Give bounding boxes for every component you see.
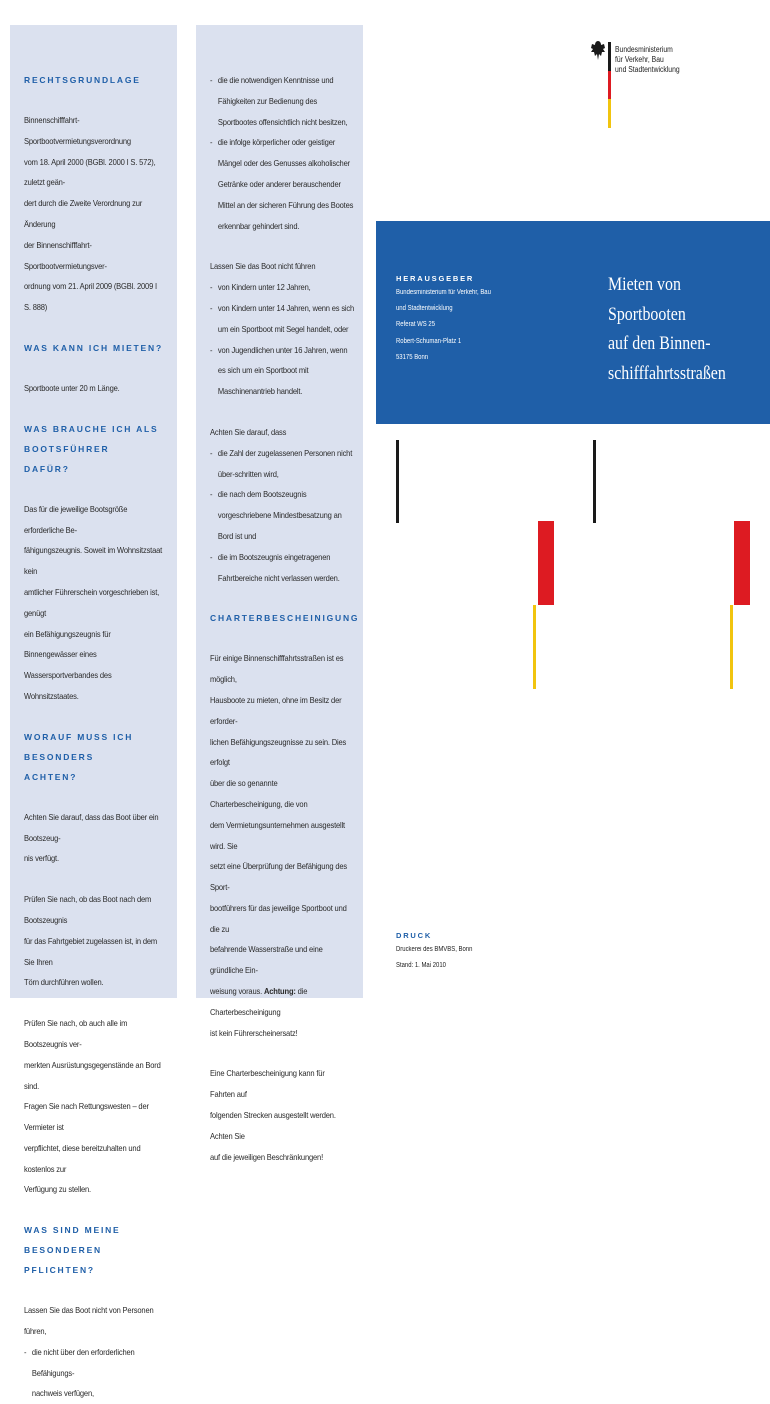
list-item: - die im Bootszeugnis eingetragenen Fahrtbereiche nicht verlassen werden.: [210, 547, 357, 589]
publisher-block: [396, 273, 566, 366]
flag-bar-gold-left: [533, 605, 536, 689]
paragraph-worauf-2: Prüfen Sie nach, ob das Boot nach dem Bootszeugnis für das Fahrtgebiet zugelassen ist, in dem Sie Ihren Törn durchführen wollen.: [24, 894, 158, 988]
flag-bar-red-left: [538, 521, 554, 605]
paragraph-pflichten: Lassen Sie das Boot nicht von Personen führen,: [24, 1305, 154, 1337]
flag-bar-red-right: [734, 521, 750, 605]
column-left: [10, 25, 177, 1399]
list-item: - die infolge körperlicher oder geistiger Mängel oder des Genusses alkoholischer Getränke oder anderer berauschender Mittel an der sicheren Führung des Bootes erkennbar gehindert sind.: [210, 132, 357, 236]
heading-was-brauche-ich: WAS BRAUCHE ICH ALS BOOTSFÜHRER DAFÜR?: [24, 423, 159, 474]
paragraph-nicht-fuehren: Lassen Sie das Boot nicht führen: [210, 261, 316, 272]
list-item: - die die notwendigen Kenntnisse und Fähigkeiten zur Bedienung des Sportbootes offensichtlich nicht besitzen,: [210, 70, 357, 132]
list-pflichten: [24, 1342, 163, 1404]
publisher-heading: HERAUSGEBER: [396, 274, 475, 283]
paragraph-rechtsgrundlage: Binnenschifffahrt-Sportbootvermietungsverordnung vom 18. April 2000 (BGBl. 2000 I S. 572), zuletzt geän- dert durch die Zweite Verordnung zur Änderung der Binnenschifffahrt-Sportbootvermietungsver- ordnung vom 21. April 2009 (BGBl. 2009 I S. 888): [24, 115, 157, 313]
druck-heading: DRUCK: [396, 931, 433, 940]
logo-flag-bar: [608, 42, 611, 128]
paragraph-charter-2: Eine Charterbescheinigung kann für Fahrten auf folgenden Strecken ausgestellt werden. Achten Sie auf die jeweiligen Beschränkungen!: [210, 1068, 336, 1162]
paragraph-worauf-1: Achten Sie darauf, dass das Boot über ein Bootszeug- nis verfügt.: [24, 811, 159, 864]
list-item: - die Zahl der zugelassenen Personen nicht über-schritten wird,: [210, 443, 357, 485]
paragraph-was-brauche-ich: Das für die jeweilige Bootsgröße erforderliche Be- fähigungszeugnis. Soweit im Wohnsitzstaat kein amtlicher Führerschein vorgeschrieben ist, genügt ein Befähigungszeugnis für Binnengewässer eines Wassersportverbandes des Wohnsitzstaates.: [24, 503, 163, 701]
list-item: - von Jugendlichen unter 16 Jahren, wenn es sich um ein Sportboot mit Maschinenantrieb handelt.: [210, 340, 357, 402]
paragraph-charter-1: [210, 648, 349, 1043]
heading-rechtsgrundlage: RECHTSGRUNDLAGE: [24, 75, 141, 85]
list-kinder: [210, 277, 355, 402]
heading-charterbescheinigung: CHARTERBESCHEINIGUNG: [210, 613, 360, 624]
list-top: [210, 70, 354, 236]
flag-bar-black-left: [396, 440, 399, 523]
druck-block: [396, 930, 556, 974]
eagle-icon: [590, 40, 606, 62]
logo-text: Bundesministerium für Verkehr, Bau und Stadtentwicklung: [615, 45, 680, 74]
list-item: - von Kindern unter 14 Jahren, wenn es sich um ein Sportboot mit Segel handelt, oder: [210, 298, 357, 340]
paragraph-achten: Achten Sie darauf, dass: [210, 426, 287, 437]
publisher-address: Bundesministerium für Verkehr, Bau und Stadtentwicklung Referat WS 25 Robert-Schuman-Platz 1 53175 Bonn: [396, 289, 491, 361]
flag-bar-black-right: [593, 440, 596, 523]
druck-text: Druckerei des BMVBS, Bonn Stand: 1. Mai 2010: [396, 946, 473, 969]
list-item: - die nicht über den erforderlichen Befähigungs- nachweis verfügen,: [24, 1342, 171, 1404]
list-achten: [210, 443, 353, 589]
heading-pflichten: WAS SIND MEINE BESONDEREN PFLICHTEN?: [24, 1225, 121, 1276]
paragraph-was-kann-ich-mieten: Sportboote unter 20 m Länge.: [24, 382, 120, 393]
heading-worauf-achten: WORAUF MUSS ICH BESONDERS ACHTEN?: [24, 731, 134, 782]
column-middle: [196, 25, 363, 1162]
charter-text: Für einige Binnenschifffahrtsstraßen ist es möglich, Hausboote zu mieten, ohne im Besitz der erforder- lichen Befähigungszeugnisse zu sein. Dies erfolgt über die so genannte Charterbescheinigung, die von dem Vermietungsunternehmen ausgestellt wird. Sie setzt eine Überprüfung der Befähigung des Sport- bootführers für das jeweilige Sportboot und die zu befahrende Wasserstraße und eine gründliche Ein- weisung voraus.: [210, 653, 347, 997]
charter-tail: die Charterbescheinigung ist kein Führerscheinersatz!: [210, 986, 308, 1038]
heading-was-kann-ich-mieten: WAS KANN ICH MIETEN?: [24, 342, 163, 353]
paragraph-worauf-3: Prüfen Sie nach, ob auch alle im Bootszeugnis ver- merkten Ausrüstungsgegenstände an Bord sind. Fragen Sie nach Rettungswesten – der Vermieter ist verpflichtet, diese bereitzuhalten und kostenlos zur Verfügung zu stellen.: [24, 1018, 161, 1195]
page-title: Mieten von Sportbooten auf den Binnen- schifffahrtsstraßen: [608, 275, 726, 384]
charter-achtung: Achtung:: [263, 986, 296, 997]
title-band: [376, 221, 770, 424]
list-item: - von Kindern unter 12 Jahren,: [210, 277, 357, 298]
list-item: - die nach dem Bootszeugnis vorgeschriebene Mindestbesatzung an Bord ist und: [210, 484, 357, 546]
flag-bar-gold-right: [730, 605, 733, 689]
